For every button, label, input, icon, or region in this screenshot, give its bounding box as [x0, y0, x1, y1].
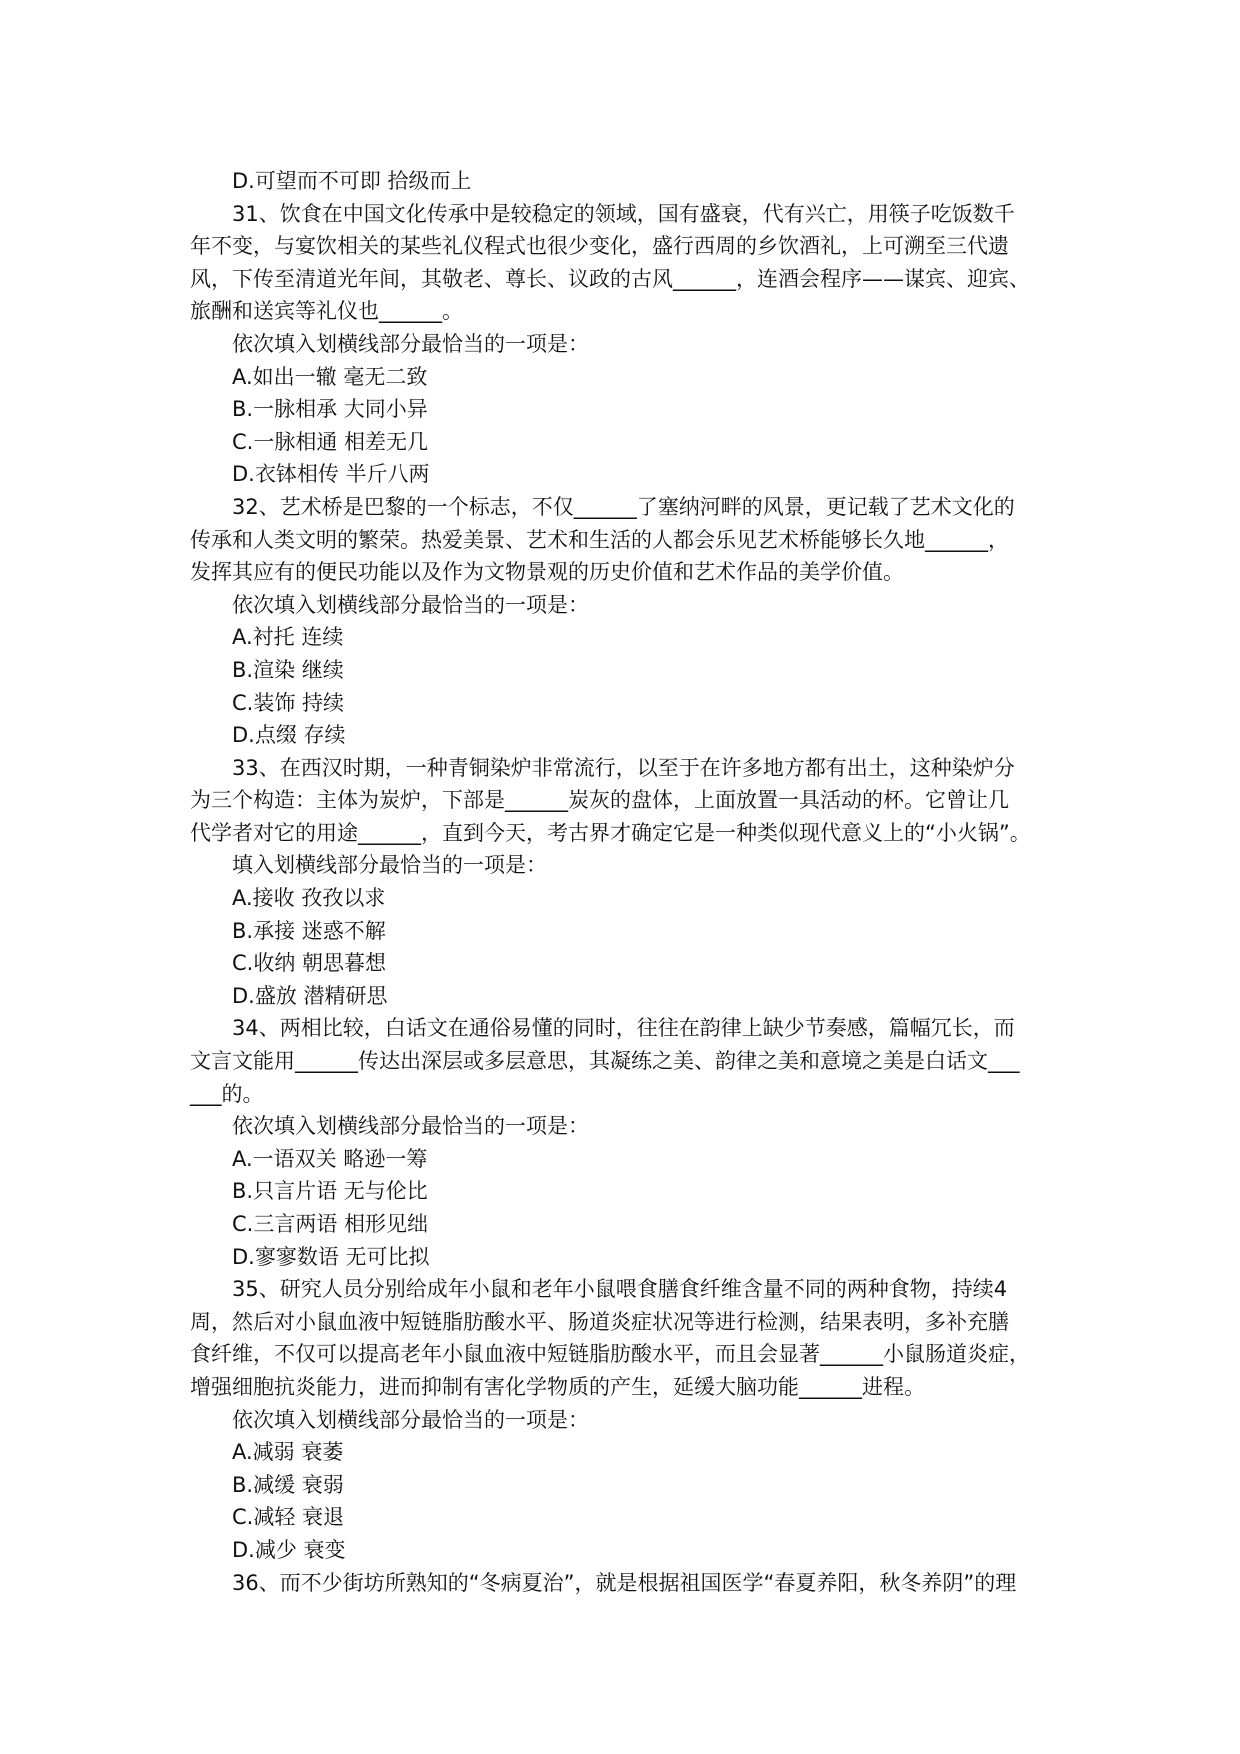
question-32-prompt: 依次填入划横线部分最恰当的一项是：: [232, 592, 589, 617]
question-34-stem: 34、两相比较，白话文在通俗易懂的同时，往往在韵律上缺少节奏感，篇幅冗长，而: [232, 1016, 1015, 1041]
question-31-option-a: A.如出一辙 毫无二致: [232, 364, 428, 389]
question-35-stem-line: 周，然后对小鼠血液中短链脂肪酸水平、肠道炎症状况等进行检测，结果表明，多补充膳: [190, 1309, 1009, 1334]
question-34-stem-line: ___的。: [190, 1081, 264, 1106]
question-33-stem-line: 为三个构造：主体为炭炉，下部是______炭灰的盘体，上面放置一具活动的杯。它曾让几: [190, 788, 1009, 813]
question-35-prompt: 依次填入划横线部分最恰当的一项是：: [232, 1407, 589, 1432]
question-35-stem-line: 增强细胞抗炎能力，进而抑制有害化学物质的产生，延缓大脑功能______进程。: [190, 1374, 925, 1399]
question-31-stem-line: 风，下传至清道光年间，其敬老、尊长、议政的古风______，连酒会程序——谋宾、迎宾、: [190, 266, 1030, 291]
question-34-option-b: B.只言片语 无与伦比: [232, 1179, 428, 1204]
question-33-option-b: B.承接 迷惑不解: [232, 918, 386, 943]
question-33-prompt: 填入划横线部分最恰当的一项是：: [232, 853, 547, 878]
question-34-option-a: A.一语双关 略逊一筹: [232, 1146, 428, 1171]
question-32-stem: 32、艺术桥是巴黎的一个标志，不仅______了塞纳河畔的风景，更记载了艺术文化的: [232, 494, 1015, 519]
question-32-option-c: C.装饰 持续: [232, 690, 345, 715]
question-34-prompt: 依次填入划横线部分最恰当的一项是：: [232, 1114, 589, 1139]
question-34-option-c: C.三言两语 相形见绌: [232, 1212, 429, 1236]
option-line: D.可望而不可即 拾级而上: [232, 169, 472, 193]
question-35-stem: 35、研究人员分别给成年小鼠和老年小鼠喂食膳食纤维含量不同的两种食物，持续4: [232, 1277, 1008, 1302]
question-31-option-d: D.衣钵相传 半斤八两: [232, 462, 430, 487]
question-31-stem-line: 年不变，与宴饮相关的某些礼仪程式也很少变化，盛行西周的乡饮酒礼，上可溯至三代遗: [190, 234, 1009, 259]
question-32-stem-line: 发挥其应有的便民功能以及作为文物景观的历史价值和艺术作品的美学价值。: [190, 560, 904, 585]
question-31-stem: 31、饮食在中国文化传承中是较稳定的领域，国有盛衰，代有兴亡，用筷子吃饭数千: [232, 201, 1015, 226]
question-33-option-c: C.收纳 朝思暮想: [232, 951, 387, 976]
question-35-option-a: A.减弱 衰萎: [232, 1440, 344, 1465]
question-34-stem-line: 文言文能用______传达出深层或多层意思，其凝练之美、韵律之美和意境之美是白话文___: [190, 1049, 1020, 1074]
question-32-stem-line: 传承和人类文明的繁荣。热爱美景、艺术和生活的人都会乐见艺术桥能够长久地______，: [190, 527, 1009, 552]
question-34-option-d: D.寥寥数语 无可比拟: [232, 1244, 430, 1269]
question-35-option-c: C.减轻 衰退: [232, 1505, 345, 1530]
question-33-option-d: D.盛放 潜精研思: [232, 983, 388, 1008]
question-31-prompt: 依次填入划横线部分最恰当的一项是：: [232, 331, 589, 356]
question-31-option-b: B.一脉相承 大同小异: [232, 397, 428, 422]
question-32-option-a: A.衬托 连续: [232, 625, 344, 650]
question-35-option-d: D.减少 衰变: [232, 1537, 346, 1562]
question-32-option-b: B.渲染 继续: [232, 657, 344, 682]
question-33-stem: 33、在西汉时期，一种青铜染炉非常流行，以至于在许多地方都有出土，这种染炉分: [232, 755, 1015, 780]
question-31-stem-line: 旅酬和送宾等礼仪也______。: [190, 299, 463, 324]
question-31-option-c: C.一脉相通 相差无几: [232, 429, 429, 454]
question-33-option-a: A.接收 孜孜以求: [232, 886, 386, 911]
document-body: [190, 165, 1065, 1599]
question-35-option-b: B.减缓 衰弱: [232, 1472, 344, 1497]
question-33-stem-line: 代学者对它的用途______，直到今天，考古界才确定它是一种类似现代意义上的“小火锅”。: [190, 820, 1031, 845]
question-32-option-d: D.点缀 存续: [232, 723, 346, 748]
question-36-stem: 36、而不少街坊所熟知的“冬病夏治”，就是根据祖国医学“春夏养阳，秋冬养阴”的理: [232, 1570, 1017, 1595]
question-35-stem-line: 食纤维，不仅可以提高老年小鼠血液中短链脂肪酸水平，而且会显著______小鼠肠道炎症，: [190, 1342, 1030, 1367]
